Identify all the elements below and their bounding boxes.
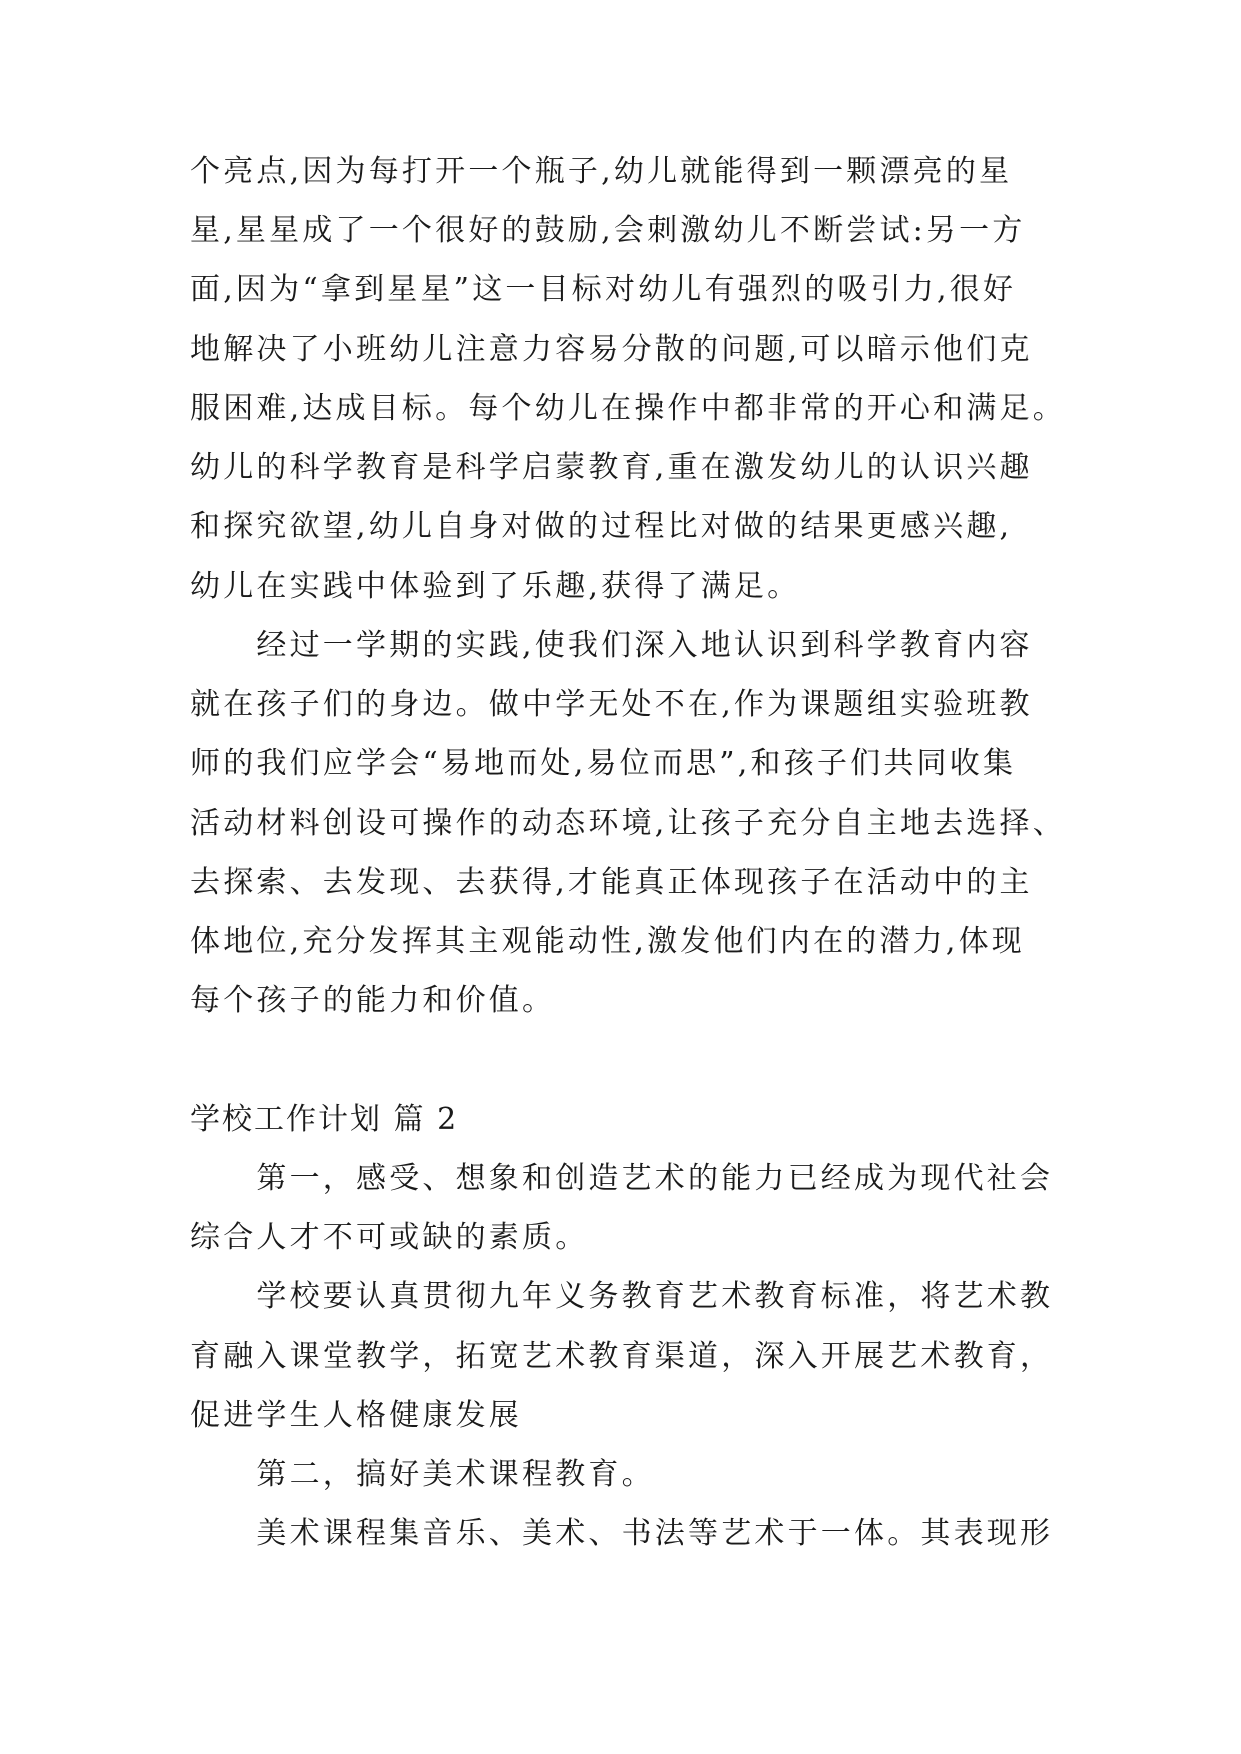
text-line: 去探索、去发现、去获得,才能真正体现孩子在活动中的主 [190,865,1033,900]
text-line: 就在孩子们的身边。做中学无处不在,作为课题组实验班教 [190,687,1033,722]
text-line: 幼儿的科学教育是科学启蒙教育,重在激发幼儿的认识兴趣 [190,450,1033,485]
text-line: 第一，感受、想象和创造艺术的能力已经成为现代社会 [190,1161,1054,1196]
section-heading: 学校工作计划 篇 2 [190,1102,459,1137]
text-line: 学校要认真贯彻九年义务教育艺术教育标准，将艺术教 [190,1279,1054,1314]
text-line: 育融入课堂教学，拓宽艺术教育渠道，深入开展艺术教育， [190,1339,1054,1374]
text-line: 活动材料创设可操作的动态环境,让孩子充分自主地去选择、 [190,806,1066,841]
text-line: 和探究欲望,幼儿自身对做的过程比对做的结果更感兴趣, [190,509,1013,544]
text-line: 个亮点,因为每打开一个瓶子,幼儿就能得到一颗漂亮的星 [190,154,1013,189]
text-line: 面,因为“拿到星星”这一目标对幼儿有强烈的吸引力,很好 [190,272,1017,307]
text-line: 每个孩子的能力和价值。 [190,983,556,1018]
text-line: 综合人才不可或缺的素质。 [190,1220,589,1255]
text-line: 体地位,充分发挥其主观能动性,激发他们内在的潜力,体现 [190,924,1026,959]
text-line: 幼儿在实践中体验到了乐趣,获得了满足。 [190,569,801,604]
text-line: 促进学生人格健康发展 [190,1398,522,1433]
text-line: 服困难,达成目标。每个幼儿在操作中都非常的开心和满足。 [190,391,1066,426]
text-line: 经过一学期的实践,使我们深入地认识到科学教育内容 [190,628,1033,663]
text-line: 师的我们应学会“易地而处,易位而思”,和孩子们共同收集 [190,746,1017,781]
text-line: 星,星星成了一个很好的鼓励,会刺激幼儿不断尝试:另一方 [190,213,1026,248]
text-line: 地解决了小班幼儿注意力容易分散的问题,可以暗示他们克 [190,332,1033,367]
text-line: 第二，搞好美术课程教育。 [190,1457,655,1492]
text-line: 美术课程集音乐、美术、书法等艺术于一体。其表现形 [190,1516,1054,1551]
